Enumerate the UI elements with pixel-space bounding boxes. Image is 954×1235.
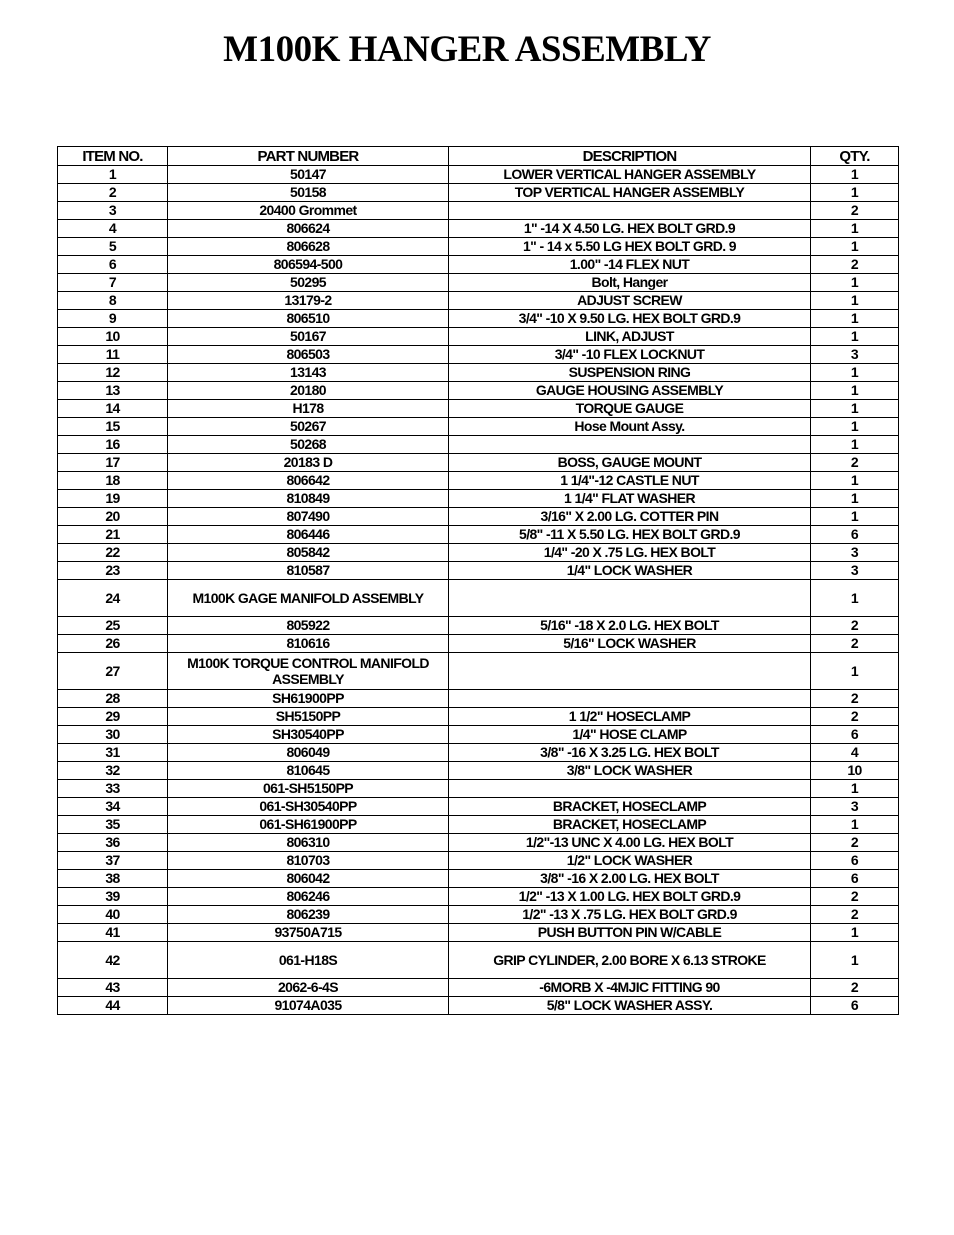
cell-part-number: 50267	[168, 418, 449, 436]
cell-description: 5/16" LOCK WASHER	[449, 635, 811, 653]
cell-part-number: 91074A035	[168, 997, 449, 1015]
table-row	[58, 166, 899, 184]
table-row	[58, 924, 899, 942]
table-row	[58, 526, 899, 544]
cell-qty: 2	[811, 708, 899, 726]
cell-item-no: 4	[58, 220, 168, 238]
cell-qty: 2	[811, 454, 899, 472]
cell-qty: 1	[811, 816, 899, 834]
cell-part-number: 806239	[168, 906, 449, 924]
cell-item-no: 22	[58, 544, 168, 562]
cell-part-number: 50268	[168, 436, 449, 454]
cell-qty: 1	[811, 580, 899, 617]
cell-description: LOWER VERTICAL HANGER ASSEMBLY	[449, 166, 811, 184]
cell-description: 1 1/4" FLAT WASHER	[449, 490, 811, 508]
cell-item-no: 17	[58, 454, 168, 472]
cell-part-number: M100K GAGE MANIFOLD ASSEMBLY	[168, 580, 449, 617]
cell-description: BRACKET, HOSECLAMP	[449, 798, 811, 816]
cell-part-number: 50158	[168, 184, 449, 202]
table-header-row	[58, 147, 899, 166]
table-row	[58, 726, 899, 744]
table-row	[58, 292, 899, 310]
cell-qty: 1	[811, 400, 899, 418]
cell-part-number: 806049	[168, 744, 449, 762]
header-qty: QTY.	[811, 147, 899, 166]
cell-item-no: 31	[58, 744, 168, 762]
cell-part-number: 061-SH5150PP	[168, 780, 449, 798]
cell-description: ADJUST SCREW	[449, 292, 811, 310]
table-row	[58, 834, 899, 852]
cell-item-no: 30	[58, 726, 168, 744]
cell-description: PUSH BUTTON PIN W/CABLE	[449, 924, 811, 942]
table-row	[58, 744, 899, 762]
cell-qty: 6	[811, 526, 899, 544]
table-row	[58, 364, 899, 382]
cell-item-no: 44	[58, 997, 168, 1015]
cell-item-no: 37	[58, 852, 168, 870]
cell-item-no: 6	[58, 256, 168, 274]
header-description: DESCRIPTION	[449, 147, 811, 166]
cell-qty: 1	[811, 418, 899, 436]
table-row	[58, 798, 899, 816]
cell-qty: 1	[811, 472, 899, 490]
cell-item-no: 1	[58, 166, 168, 184]
table-row	[58, 635, 899, 653]
cell-qty: 1	[811, 382, 899, 400]
cell-description	[449, 580, 811, 617]
cell-qty: 1	[811, 653, 899, 690]
cell-qty: 1	[811, 436, 899, 454]
table-row	[58, 184, 899, 202]
cell-qty: 2	[811, 906, 899, 924]
cell-qty: 2	[811, 888, 899, 906]
cell-item-no: 10	[58, 328, 168, 346]
cell-qty: 1	[811, 310, 899, 328]
table-row	[58, 202, 899, 220]
cell-description	[449, 690, 811, 708]
cell-item-no: 7	[58, 274, 168, 292]
cell-part-number: SH30540PP	[168, 726, 449, 744]
cell-description: SUSPENSION RING	[449, 364, 811, 382]
cell-part-number: 806642	[168, 472, 449, 490]
cell-description: TORQUE GAUGE	[449, 400, 811, 418]
cell-qty: 1	[811, 184, 899, 202]
cell-qty: 2	[811, 617, 899, 635]
cell-description: 1/4" HOSE CLAMP	[449, 726, 811, 744]
cell-part-number: 2062-6-4S	[168, 979, 449, 997]
table-row	[58, 490, 899, 508]
cell-part-number: 806510	[168, 310, 449, 328]
cell-item-no: 41	[58, 924, 168, 942]
table-row	[58, 328, 899, 346]
cell-item-no: 12	[58, 364, 168, 382]
cell-item-no: 15	[58, 418, 168, 436]
cell-qty: 3	[811, 346, 899, 364]
cell-description: 1/2" -13 X 1.00 LG. HEX BOLT GRD.9	[449, 888, 811, 906]
cell-part-number: 810849	[168, 490, 449, 508]
cell-item-no: 42	[58, 942, 168, 979]
cell-part-number: 93750A715	[168, 924, 449, 942]
cell-description: 1.00" -14 FLEX NUT	[449, 256, 811, 274]
cell-qty: 2	[811, 834, 899, 852]
cell-item-no: 23	[58, 562, 168, 580]
cell-part-number: 806446	[168, 526, 449, 544]
cell-part-number: 810645	[168, 762, 449, 780]
cell-qty: 3	[811, 562, 899, 580]
table-row	[58, 472, 899, 490]
cell-qty: 1	[811, 220, 899, 238]
cell-part-number: 806042	[168, 870, 449, 888]
table-row	[58, 979, 899, 997]
cell-qty: 1	[811, 238, 899, 256]
cell-qty: 4	[811, 744, 899, 762]
cell-item-no: 3	[58, 202, 168, 220]
cell-description: TOP VERTICAL HANGER ASSEMBLY	[449, 184, 811, 202]
cell-description: 1/2" -13 X .75 LG. HEX BOLT GRD.9	[449, 906, 811, 924]
cell-description: Hose Mount Assy.	[449, 418, 811, 436]
cell-qty: 6	[811, 997, 899, 1015]
cell-description: 3/4" -10 FLEX LOCKNUT	[449, 346, 811, 364]
cell-part-number: 810616	[168, 635, 449, 653]
table-row	[58, 274, 899, 292]
table-row	[58, 382, 899, 400]
cell-qty: 1	[811, 780, 899, 798]
cell-qty: 2	[811, 690, 899, 708]
cell-part-number: 805922	[168, 617, 449, 635]
cell-part-number: 50167	[168, 328, 449, 346]
cell-qty: 1	[811, 328, 899, 346]
cell-item-no: 38	[58, 870, 168, 888]
cell-description: 3/8" -16 X 2.00 LG. HEX BOLT	[449, 870, 811, 888]
table-row	[58, 418, 899, 436]
cell-description: 1/2" LOCK WASHER	[449, 852, 811, 870]
cell-part-number: 806628	[168, 238, 449, 256]
cell-item-no: 34	[58, 798, 168, 816]
cell-part-number: 806624	[168, 220, 449, 238]
cell-description: 1/4" -20 X .75 LG. HEX BOLT	[449, 544, 811, 562]
table-row	[58, 436, 899, 454]
cell-description: -6MORB X -4MJIC FITTING 90	[449, 979, 811, 997]
cell-item-no: 13	[58, 382, 168, 400]
cell-part-number: 806246	[168, 888, 449, 906]
cell-item-no: 8	[58, 292, 168, 310]
cell-qty: 2	[811, 635, 899, 653]
cell-part-number: 13143	[168, 364, 449, 382]
cell-item-no: 35	[58, 816, 168, 834]
cell-item-no: 18	[58, 472, 168, 490]
table-row	[58, 906, 899, 924]
table-row	[58, 888, 899, 906]
cell-qty: 1	[811, 274, 899, 292]
cell-description: 1/2"-13 UNC X 4.00 LG. HEX BOLT	[449, 834, 811, 852]
cell-item-no: 16	[58, 436, 168, 454]
cell-item-no: 5	[58, 238, 168, 256]
cell-description: BOSS, GAUGE MOUNT	[449, 454, 811, 472]
cell-part-number: 20183 D	[168, 454, 449, 472]
parts-table	[57, 146, 899, 1015]
cell-description: 3/4" -10 X 9.50 LG. HEX BOLT GRD.9	[449, 310, 811, 328]
cell-part-number: 807490	[168, 508, 449, 526]
cell-part-number: 806594-500	[168, 256, 449, 274]
cell-description: 1/4" LOCK WASHER	[449, 562, 811, 580]
table-row	[58, 617, 899, 635]
cell-item-no: 28	[58, 690, 168, 708]
cell-part-number: 20180	[168, 382, 449, 400]
table-row	[58, 997, 899, 1015]
cell-part-number: SH61900PP	[168, 690, 449, 708]
cell-part-number: H178	[168, 400, 449, 418]
cell-description: GRIP CYLINDER, 2.00 BORE X 6.13 STROKE	[449, 942, 811, 979]
table-row	[58, 454, 899, 472]
table-row	[58, 508, 899, 526]
cell-qty: 1	[811, 490, 899, 508]
cell-qty: 6	[811, 852, 899, 870]
table-row	[58, 653, 899, 690]
cell-description: 3/8" LOCK WASHER	[449, 762, 811, 780]
document-title: M100K HANGER ASSEMBLY	[223, 29, 711, 70]
cell-item-no: 36	[58, 834, 168, 852]
cell-description: GAUGE HOUSING ASSEMBLY	[449, 382, 811, 400]
cell-description: 1 1/4"-12 CASTLE NUT	[449, 472, 811, 490]
cell-qty: 1	[811, 292, 899, 310]
cell-item-no: 14	[58, 400, 168, 418]
cell-part-number: 806310	[168, 834, 449, 852]
cell-qty: 2	[811, 979, 899, 997]
cell-description: 5/8" -11 X 5.50 LG. HEX BOLT GRD.9	[449, 526, 811, 544]
cell-qty: 6	[811, 726, 899, 744]
cell-qty: 6	[811, 870, 899, 888]
cell-part-number: 061-H18S	[168, 942, 449, 979]
table-row	[58, 220, 899, 238]
cell-item-no: 32	[58, 762, 168, 780]
cell-item-no: 20	[58, 508, 168, 526]
table-row	[58, 238, 899, 256]
cell-item-no: 43	[58, 979, 168, 997]
table-row	[58, 762, 899, 780]
table-row	[58, 816, 899, 834]
table-row	[58, 562, 899, 580]
cell-item-no: 27	[58, 653, 168, 690]
cell-part-number: SH5150PP	[168, 708, 449, 726]
cell-qty: 1	[811, 924, 899, 942]
header-part-number: PART NUMBER	[168, 147, 449, 166]
cell-qty: 1	[811, 364, 899, 382]
cell-item-no: 9	[58, 310, 168, 328]
table-row	[58, 870, 899, 888]
cell-description: BRACKET, HOSECLAMP	[449, 816, 811, 834]
table-row	[58, 942, 899, 979]
cell-description: 1" -14 X 4.50 LG. HEX BOLT GRD.9	[449, 220, 811, 238]
cell-part-number: 810703	[168, 852, 449, 870]
cell-qty: 3	[811, 798, 899, 816]
table-row	[58, 580, 899, 617]
cell-item-no: 19	[58, 490, 168, 508]
table-row	[58, 400, 899, 418]
cell-description	[449, 780, 811, 798]
cell-description	[449, 436, 811, 454]
cell-description: Bolt, Hanger	[449, 274, 811, 292]
cell-part-number: 806503	[168, 346, 449, 364]
cell-description: 3/8" -16 X 3.25 LG. HEX BOLT	[449, 744, 811, 762]
cell-item-no: 40	[58, 906, 168, 924]
cell-item-no: 2	[58, 184, 168, 202]
cell-description: 5/8" LOCK WASHER ASSY.	[449, 997, 811, 1015]
cell-description	[449, 653, 811, 690]
cell-item-no: 39	[58, 888, 168, 906]
cell-part-number: 13179-2	[168, 292, 449, 310]
table-row	[58, 690, 899, 708]
cell-part-number: 20400 Grommet	[168, 202, 449, 220]
cell-part-number: 805842	[168, 544, 449, 562]
cell-part-number: M100K TORQUE CONTROL MANIFOLD ASSEMBLY	[168, 653, 449, 690]
cell-description: 1 1/2" HOSECLAMP	[449, 708, 811, 726]
cell-item-no: 21	[58, 526, 168, 544]
cell-item-no: 33	[58, 780, 168, 798]
cell-part-number: 061-SH61900PP	[168, 816, 449, 834]
cell-qty: 2	[811, 202, 899, 220]
header-item-no: ITEM NO.	[58, 147, 168, 166]
cell-description: 5/16" -18 X 2.0 LG. HEX BOLT	[449, 617, 811, 635]
cell-item-no: 11	[58, 346, 168, 364]
cell-part-number: 810587	[168, 562, 449, 580]
cell-part-number: 50147	[168, 166, 449, 184]
cell-item-no: 29	[58, 708, 168, 726]
cell-description	[449, 202, 811, 220]
table-row	[58, 780, 899, 798]
cell-qty: 10	[811, 762, 899, 780]
cell-qty: 3	[811, 544, 899, 562]
cell-part-number: 50295	[168, 274, 449, 292]
table-row	[58, 852, 899, 870]
cell-item-no: 24	[58, 580, 168, 617]
cell-qty: 2	[811, 256, 899, 274]
table-row	[58, 310, 899, 328]
cell-part-number: 061-SH30540PP	[168, 798, 449, 816]
table-row	[58, 256, 899, 274]
cell-item-no: 26	[58, 635, 168, 653]
cell-qty: 1	[811, 942, 899, 979]
table-body	[58, 166, 899, 1015]
cell-description: 1" - 14 x 5.50 LG HEX BOLT GRD. 9	[449, 238, 811, 256]
cell-qty: 1	[811, 166, 899, 184]
cell-description: LINK, ADJUST	[449, 328, 811, 346]
cell-qty: 1	[811, 508, 899, 526]
table-row	[58, 544, 899, 562]
table-row	[58, 708, 899, 726]
table-row	[58, 346, 899, 364]
cell-item-no: 25	[58, 617, 168, 635]
cell-description: 3/16" X 2.00 LG. COTTER PIN	[449, 508, 811, 526]
